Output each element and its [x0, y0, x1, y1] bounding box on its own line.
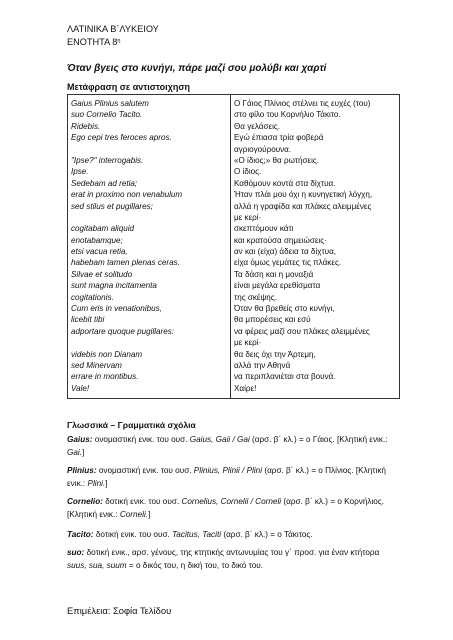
greek-line: Όταν θα βρεθείς στο κυνήγι, [234, 304, 335, 314]
note-latin-form: Gaius, Gaii / Gai [189, 435, 250, 444]
latin-line: habebam tamen plenas ceras. [71, 258, 180, 268]
greek-line: και κρατούσα σημειώσεις· [234, 235, 327, 245]
latin-line [71, 212, 227, 223]
greek-line: Εγώ έπιασα τρία φοβερά [234, 133, 324, 143]
latin-line: etsi vacua retia, [71, 247, 128, 257]
note-text: (αρσ. β΄ κλ.) = ο Πλίνιος. [Κλητική ενικ.: [67, 466, 386, 488]
greek-translation-column [231, 95, 400, 399]
greek-line: σκεπτόμουν κάτι [234, 224, 294, 234]
note-latin-form: Tacitus, Taciti [172, 530, 222, 539]
notes-heading: Γλωσσικά – Γραμματικά σχόλια [67, 420, 196, 430]
note-latin-form: Corneli. [119, 510, 149, 519]
latin-line: licebit tibi [71, 315, 105, 325]
grammar-note [67, 546, 392, 572]
translation-row [68, 95, 400, 399]
latin-line: adportare quoque pugillares: [71, 326, 175, 336]
section-subtitle: Μετάφραση σε αντιστοιχηση [67, 82, 190, 92]
greek-line: Ο ίδιος. [234, 167, 262, 177]
greek-line: θα μπορέσεις και εσύ [234, 315, 311, 325]
latin-line: Ridebis. [71, 121, 101, 131]
note-text: δοτική ενικ. του ουσ. [93, 530, 173, 539]
greek-line: Θα γελάσεις. [234, 121, 281, 131]
latin-line: errare in montibus. [71, 372, 139, 382]
latin-line: sunt magna incitamenta [71, 281, 157, 291]
greek-line: «Ο ίδιος;» θα ρωτήσεις. [234, 155, 320, 165]
latin-line: sed stilus et pugillares; [71, 201, 153, 211]
latin-line: Ego cepi tres feroces apros. [71, 133, 172, 143]
note-latin-form: Gai. [67, 448, 83, 457]
latin-line [71, 337, 227, 348]
greek-line: θα δεις όχι την Άρτεμη, [234, 349, 316, 359]
greek-line: αλλά η γραφίδα και πλάκες αλειμμένες [234, 201, 372, 211]
greek-line: να φέρεις μαζί σου πλάκες αλειμμένες [234, 326, 370, 336]
latin-line: erat in proximo non venabulum [71, 190, 183, 200]
latin-line: suo Cornelio Tacito. [71, 110, 143, 120]
note-term: suo: [67, 548, 85, 557]
note-term: Gaius: [67, 435, 93, 444]
greek-line: Χαίρε! [234, 383, 257, 393]
latin-line: Silvae et solitudo [71, 269, 133, 279]
header-unit: ΕΝΟΤΗΤΑ $8^\eta$ [67, 36, 121, 47]
latin-line: videbis non Dianam [71, 349, 143, 359]
note-term: Cornelio: [67, 497, 103, 506]
note-text: ονομαστική ενικ. του ουσ. [96, 466, 194, 475]
greek-line: αν και (είχα) άδεια τα δίχτυα, [234, 247, 337, 257]
note-latin-form: suus, sua, suum [67, 561, 127, 570]
note-text: δοτική ενικ., αρσ. γένους, της κτητικής αντωνυμίας του γ΄ προσ. για έναν κτήτορα [84, 548, 380, 557]
note-text: (αρσ. β΄ κλ.) = ο Γάιος. [Κλητική ενικ.: [249, 435, 388, 444]
note-text: ] [105, 479, 108, 488]
latin-line [71, 144, 227, 155]
greek-line: με κερί· [234, 338, 262, 348]
grammar-note [67, 528, 392, 541]
note-text: δοτική ενικ. του ουσ. [102, 497, 182, 506]
greek-line: της σκέψης. [234, 292, 277, 302]
note-term: Plinius: [67, 466, 97, 475]
note-latin-form: Plinius, Plinii / Plini [193, 466, 263, 475]
note-text: = ο δικός του, η δική του, το δικό του. [126, 561, 264, 570]
note-text: (αρσ. β΄ κλ.) = ο Τάκιτος. [221, 530, 313, 539]
greek-line: να περιπλανιέται στα βουνά. [234, 372, 336, 382]
latin-line: sed Minervam [71, 360, 122, 370]
lesson-title: Όταν βγεις στο κυνήγι, πάρε μαζί σου μολύβι και χαρτί [67, 63, 327, 74]
note-text: ονομαστική ενικ. του ουσ. [92, 435, 190, 444]
greek-line: Καθόμουν κοντά στα δίχτυα. [234, 178, 336, 188]
grammar-note [67, 495, 392, 521]
footer-author: Επιμέλεια: Σοφία Τελίδου [67, 605, 172, 616]
latin-line: enotabamque; [71, 235, 123, 245]
latin-line: Cum eris in venationibus, [71, 304, 162, 314]
latin-line: "Ipse?" interrogabis. [71, 155, 144, 165]
note-text: ] [82, 448, 85, 457]
latin-line: Gaius Plinius salutem [71, 99, 149, 108]
greek-line: στο φίλο του Κορνήλιο Τάκιτο. [234, 110, 341, 120]
note-latin-form: Plini. [87, 479, 106, 488]
note-latin-form: Cornelius, Cornelii / Corneli [181, 497, 282, 506]
header-course: ΛΑΤΙΝΙΚΑ Β΄ΛΥΚΕΙΟΥ [67, 24, 159, 34]
greek-line: αγριογούρουνα. [234, 144, 292, 154]
greek-line: με κερί· [234, 212, 262, 222]
greek-line: είναι μεγάλα ερεθίσματα [234, 281, 321, 291]
note-term: Tacito: [67, 530, 94, 539]
latin-line: cogitabam aliquid [71, 224, 134, 234]
greek-line: Τα δάση και η μοναξιά [234, 269, 314, 279]
greek-line: είχα όμως γεμάτες τις πλάκες. [234, 258, 342, 268]
greek-line: Ήταν πλάι μου όχι η κυνηγετική λόγχη, [234, 190, 373, 200]
grammar-note [67, 433, 392, 459]
greek-line: αλλά την Αθηνά [234, 360, 291, 370]
note-text: ] [148, 510, 151, 519]
latin-text-column [68, 95, 231, 399]
latin-line: cogitationis. [71, 292, 114, 302]
latin-line: Sedebam ad retia; [71, 178, 138, 188]
grammar-note [67, 464, 392, 490]
greek-line: Ο Γάιος Πλίνιος στέλνει τις ευχές (του) [234, 99, 371, 108]
latin-line: Ipse. [71, 167, 89, 177]
note-text: (αρσ. β΄ κλ.) = ο Κορνήλιος. [Κλητική ενικ.: [67, 497, 385, 519]
latin-line: Vale! [71, 383, 90, 393]
translation-table [67, 94, 400, 399]
document-header [67, 23, 159, 48]
